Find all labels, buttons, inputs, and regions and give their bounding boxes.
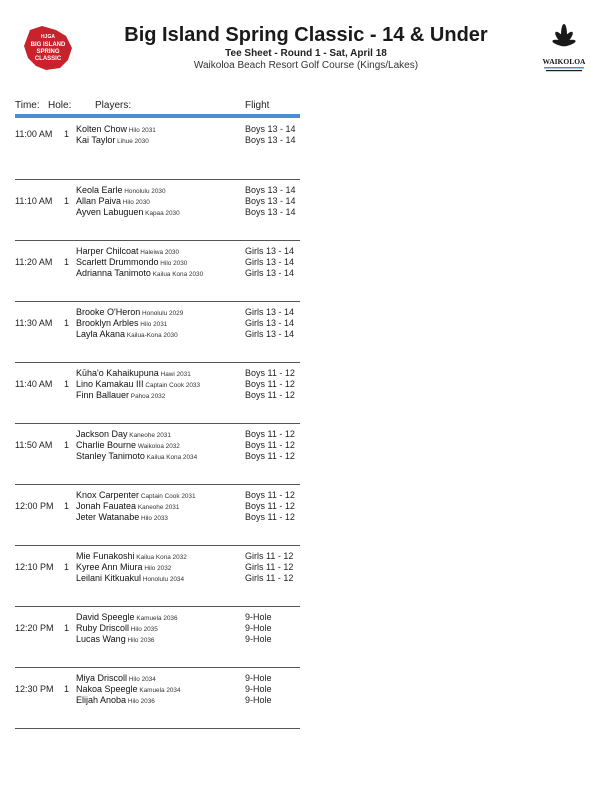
player-entry <box>76 551 187 561</box>
player-entry <box>76 623 158 633</box>
hole-number: 1 <box>64 317 70 328</box>
player-entry <box>76 562 171 572</box>
tee-group <box>15 180 300 241</box>
logo-line-1: HJGA <box>41 34 55 40</box>
player-name: Kolten Chow <box>76 124 128 134</box>
player-name: Mie Funakoshi <box>76 551 135 561</box>
hole-number: 1 <box>64 500 70 511</box>
player-entry <box>76 684 181 694</box>
player-name: Adrianna Tanimoto <box>76 267 151 278</box>
tee-group <box>15 241 300 302</box>
player-flight: 9-Hole <box>245 673 272 683</box>
player-entry <box>76 307 183 317</box>
course-name: Waikoloa Beach Resort Golf Course (Kings/Lakes) <box>193 60 419 71</box>
player-flight: Girls 13 - 14 <box>245 317 295 328</box>
player-flight: Boys 13 - 14 <box>245 134 296 145</box>
player-hometown: Lihue 2030 <box>115 137 149 145</box>
player-flight: 9-Hole <box>245 683 272 694</box>
player-entry <box>76 329 178 339</box>
tee-group <box>15 668 300 729</box>
player-name: Jonah Fauatea <box>76 500 137 511</box>
player-hometown: Captain Cook 2031 <box>139 493 196 500</box>
player-name: Finn Ballauer <box>76 389 130 400</box>
tee-group <box>15 546 300 607</box>
player-name: Lucas Wang <box>76 633 126 644</box>
player-name: Ruby Driscoll <box>76 622 130 633</box>
hole-number: 1 <box>64 195 70 206</box>
hole-number: 1 <box>64 683 70 694</box>
page-subtitle: Tee Sheet - Round 1 - Sat, April 18 <box>225 48 387 59</box>
player-hometown: Kamuela 2034 <box>137 686 181 694</box>
player-entry <box>76 451 197 461</box>
player-flight: Girls 13 - 14 <box>245 307 295 317</box>
player-entry <box>76 573 184 583</box>
player-flight: Boys 11 - 12 <box>245 429 295 439</box>
player-hometown: Pahoa 2032 <box>129 392 166 400</box>
tee-time: 11:00 AM <box>15 129 53 140</box>
player-hometown: Hilo 2031 <box>138 320 168 328</box>
player-hometown: Honolulu 2029 <box>140 310 184 317</box>
tee-time: 11:30 AM <box>15 317 53 328</box>
player-name: Charlie Bourne <box>76 439 137 450</box>
player-entry <box>76 368 191 378</box>
player-name: David Speegle <box>76 612 135 622</box>
player-entry <box>76 390 165 400</box>
player-hometown: Hilo 2030 <box>121 198 150 206</box>
tee-time: 11:50 AM <box>15 439 53 450</box>
player-flight: Boys 11 - 12 <box>245 368 295 378</box>
player-name: Ayven Labuguen <box>76 206 144 217</box>
player-name: Layla Akana <box>76 328 126 339</box>
player-hometown: Kailua Kona 2032 <box>134 554 187 561</box>
player-name: Kai Taylor <box>76 134 116 145</box>
hole-number: 1 <box>64 561 70 572</box>
player-flight: 9-Hole <box>245 694 272 705</box>
logo-line-2: BIG ISLAND <box>30 42 66 48</box>
player-flight: Girls 11 - 12 <box>245 561 294 572</box>
player-flight: Boys 11 - 12 <box>245 450 295 461</box>
player-entry <box>76 695 155 705</box>
player-hometown: Hilo 2036 <box>125 636 155 644</box>
player-entry <box>76 440 180 450</box>
player-flight: 9-Hole <box>245 622 272 633</box>
player-hometown: Waikoloa 2032 <box>136 442 180 450</box>
player-hometown: Hilo 2033 <box>139 514 168 522</box>
player-hometown: Kaneohe 2031 <box>136 503 180 511</box>
player-hometown: Kailua-Kona 2030 <box>125 331 178 339</box>
tee-group <box>15 302 300 363</box>
player-hometown: Kapaa 2030 <box>143 209 180 217</box>
player-flight: Boys 11 - 12 <box>245 500 295 511</box>
player-entry <box>76 501 179 511</box>
tee-time: 11:20 AM <box>15 256 53 267</box>
logo-wordmark: WAIKOLOA <box>542 57 586 66</box>
player-entry <box>76 124 156 134</box>
player-flight: Boys 13 - 14 <box>245 124 296 134</box>
player-entry <box>76 318 167 328</box>
tee-group <box>15 119 300 180</box>
player-name: Jackson Day <box>76 429 128 439</box>
tee-time: 12:30 PM <box>15 683 54 694</box>
column-header-flight: Flight <box>245 100 270 111</box>
player-name: Keola Earle <box>76 185 123 195</box>
player-entry <box>76 196 150 206</box>
player-hometown: Hilo 2035 <box>129 625 158 633</box>
player-hometown: Hilo 2031 <box>127 127 156 134</box>
player-hometown: Kamuela 2036 <box>134 615 178 622</box>
player-hometown: Hilo 2032 <box>142 564 172 572</box>
player-hometown: Haleiwa 2030 <box>138 249 180 256</box>
tee-time: 12:10 PM <box>15 561 54 572</box>
logo-line-3: SPRING <box>36 49 60 55</box>
header-rule <box>15 114 300 118</box>
tee-group <box>15 607 300 668</box>
player-entry <box>76 512 168 522</box>
player-entry <box>76 135 149 145</box>
player-flight: Boys 13 - 14 <box>245 185 296 195</box>
player-flight: Girls 11 - 12 <box>245 572 294 583</box>
player-flight: Girls 11 - 12 <box>245 551 294 561</box>
player-name: Jeter Watanabe <box>76 511 140 522</box>
player-flight: Boys 11 - 12 <box>245 490 295 500</box>
player-name: Elijah Anoba <box>76 694 127 705</box>
player-hometown: Kaneohe 2031 <box>127 432 171 439</box>
hole-number: 1 <box>64 256 70 267</box>
player-name: Leilani Kitkuakul <box>76 572 142 583</box>
player-entry <box>76 634 154 644</box>
player-hometown: Kailua Kona 2034 <box>144 453 198 461</box>
player-name: Kūha'o Kahaikupuna <box>76 368 159 378</box>
player-name: Knox Carpenter <box>76 490 140 500</box>
player-name: Stanley Tanimoto <box>76 450 145 461</box>
player-flight: Boys 11 - 12 <box>245 378 295 389</box>
hole-number: 1 <box>64 439 70 450</box>
player-flight: Boys 13 - 14 <box>245 195 296 206</box>
hole-number: 1 <box>64 622 70 633</box>
player-flight: Boys 11 - 12 <box>245 511 295 522</box>
tee-time: 11:40 AM <box>15 378 53 389</box>
hole-number: 1 <box>64 129 70 140</box>
player-entry <box>76 673 156 683</box>
player-flight: 9-Hole <box>245 612 272 622</box>
logo-line-4: CLASSIC <box>34 56 62 62</box>
player-entry <box>76 490 196 500</box>
column-header-players: Players: <box>95 100 132 111</box>
player-name: Kyree Ann Miura <box>76 561 143 572</box>
player-entry <box>76 185 166 195</box>
player-entry <box>76 246 179 256</box>
player-hometown: Hilo 2034 <box>127 676 156 683</box>
tee-time: 12:00 PM <box>15 500 54 511</box>
player-name: Lino Kamakau III <box>76 378 144 389</box>
player-entry <box>76 268 203 278</box>
player-name: Harper Chilcoat <box>76 246 139 256</box>
player-flight: Boys 11 - 12 <box>245 389 295 400</box>
player-hometown: Hawi 2031 <box>158 371 191 378</box>
player-entry <box>76 379 200 389</box>
player-flight: Girls 13 - 14 <box>245 328 295 339</box>
page-title: Big Island Spring Classic - 14 & Under <box>124 24 488 46</box>
player-entry <box>76 612 178 622</box>
player-hometown: Kailua Kona 2030 <box>150 270 204 278</box>
player-name: Brooklyn Arbles <box>76 317 139 328</box>
player-hometown: Honolulu 2034 <box>141 575 185 583</box>
player-entry <box>76 429 171 439</box>
player-name: Brooke O'Heron <box>76 307 141 317</box>
player-flight: Girls 13 - 14 <box>245 267 295 278</box>
player-name: Allan Paiva <box>76 195 122 206</box>
tee-group <box>15 424 300 485</box>
tee-group <box>15 363 300 424</box>
player-entry <box>76 257 187 267</box>
player-flight: 9-Hole <box>245 633 272 644</box>
player-hometown: Honolulu 2030 <box>122 188 166 195</box>
player-flight: Boys 11 - 12 <box>245 439 295 450</box>
player-name: Nakoa Speegle <box>76 683 138 694</box>
player-flight: Boys 13 - 14 <box>245 206 296 217</box>
player-flight: Girls 13 - 14 <box>245 246 295 256</box>
tee-group <box>15 485 300 546</box>
player-hometown: Captain Cook 2033 <box>143 381 201 389</box>
player-name: Miya Driscoll <box>76 673 128 683</box>
player-name: Scarlett Drummondo <box>76 256 159 267</box>
tee-time: 12:20 PM <box>15 622 54 633</box>
tee-time: 11:10 AM <box>15 195 53 206</box>
column-header-hole: Hole: <box>48 100 72 111</box>
hole-number: 1 <box>64 378 70 389</box>
player-hometown: Hilo 2030 <box>158 259 188 267</box>
player-hometown: Hilo 2036 <box>126 697 155 705</box>
player-entry <box>76 207 180 217</box>
column-header-time: Time: <box>15 100 40 111</box>
player-flight: Girls 13 - 14 <box>245 256 295 267</box>
